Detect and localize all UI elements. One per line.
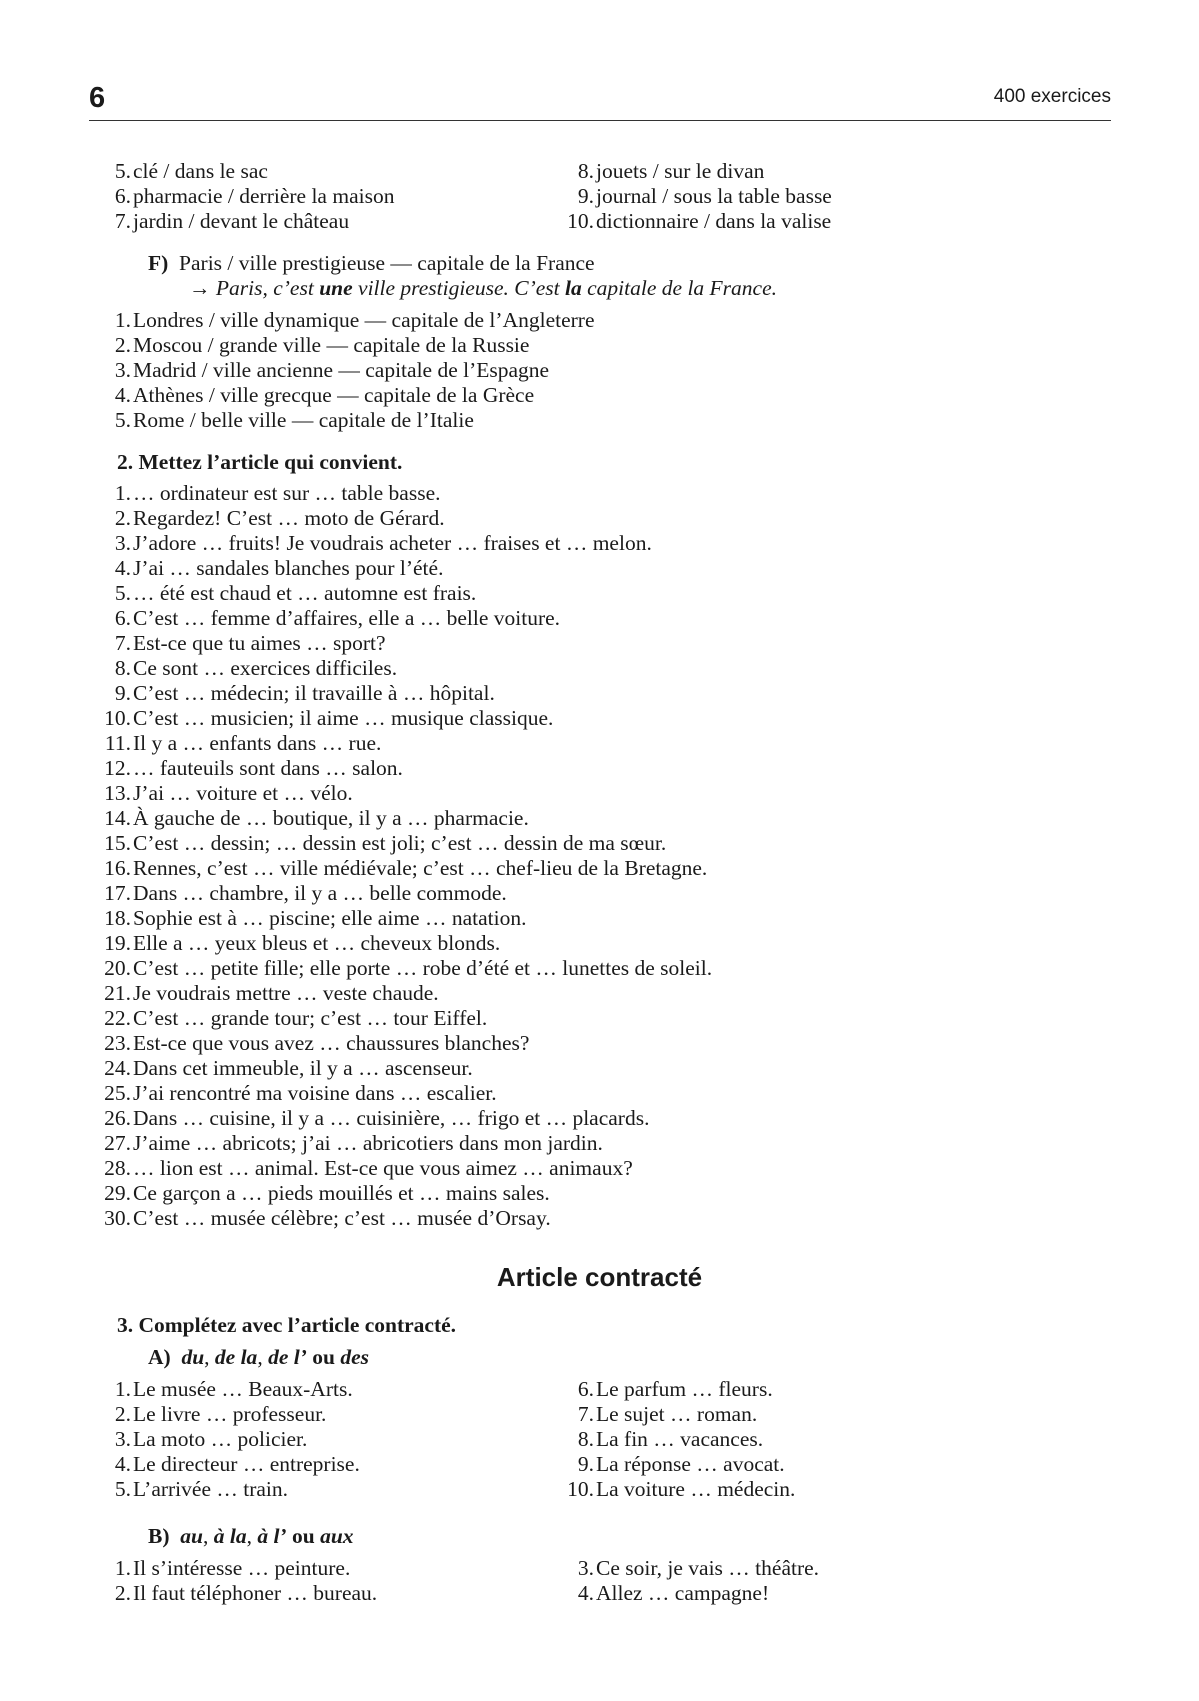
list-item: 18.Sophie est à … piscine; elle aime … natation. — [104, 906, 527, 930]
list-item: 27.J’aime … abricots; j’ai … abricotiers dans mon jardin. — [104, 1131, 603, 1155]
list-e-left — [89, 159, 394, 234]
part-f-answer: → Paris, c’est une ville prestigieuse. C’est la capitale de la France. — [189, 276, 777, 300]
list-item: 11.Il y a … enfants dans … rue. — [104, 731, 382, 755]
list-item: 10.dictionnaire / dans la valise — [567, 209, 832, 233]
list-item: 7.Est-ce que tu aimes … sport? — [114, 631, 386, 655]
list-item: 29.Ce garçon a … pieds mouillés et … mains sales. — [104, 1181, 550, 1205]
list-item: 1.Le musée … Beaux-Arts. — [114, 1377, 353, 1401]
list-item: 6.C’est … femme d’affaires, elle a … belle voiture. — [114, 606, 561, 630]
part-f-list — [89, 308, 594, 433]
list-item: 6.Le parfum … fleurs. — [577, 1377, 773, 1401]
header-rule — [89, 120, 1111, 121]
list-item: 19.Elle a … yeux bleus et … cheveux blonds. — [104, 931, 501, 955]
list-item: 15.C’est … dessin; … dessin est joli; c’est … dessin de ma sœur. — [104, 831, 667, 855]
list-item: 22.C’est … grande tour; c’est … tour Eiffel. — [104, 1006, 488, 1030]
list-item: 7.Le sujet … roman. — [577, 1402, 758, 1426]
list-item: 30.C’est … musée célèbre; c’est … musée d’Orsay. — [104, 1206, 551, 1230]
part-b-left — [89, 1556, 377, 1606]
exercise-3-title: 3. Complétez avec l’article contracté. — [117, 1313, 457, 1337]
list-item: 2.Moscou / grande ville — capitale de la Russie — [114, 333, 530, 357]
list-item: 28.… lion est … animal. Est-ce que vous aimez … animaux? — [104, 1156, 633, 1180]
list-item: 3.Madrid / ville ancienne — capitale de l’Espagne — [114, 358, 550, 382]
list-item: 9.La réponse … avocat. — [577, 1452, 785, 1476]
list-item: 10.La voiture … médecin. — [567, 1477, 796, 1501]
list-item: 5.L’arrivée … train. — [114, 1477, 289, 1501]
list-item: 23.Est-ce que vous avez … chaussures blanches? — [104, 1031, 530, 1055]
list-item: 24.Dans cet immeuble, il y a … ascenseur. — [104, 1056, 473, 1080]
part-b-header: B) au, à la, à l’ ou aux — [148, 1524, 354, 1548]
list-item: 4.Allez … campagne! — [577, 1581, 770, 1605]
exercise-2-list — [89, 481, 712, 1231]
list-item: 21.Je voudrais mettre … veste chaude. — [104, 981, 439, 1005]
list-item: 26.Dans … cuisine, il y a … cuisinière, … frigo et … placards. — [104, 1106, 650, 1130]
list-item: 3.La moto … policier. — [114, 1427, 308, 1451]
list-e-right — [552, 159, 832, 234]
list-item: 5.clé / dans le sac — [114, 159, 268, 183]
list-item: 16.Rennes, c’est … ville médiévale; c’est … chef-lieu de la Bretagne. — [104, 856, 708, 880]
list-item: 8.jouets / sur le divan — [577, 159, 765, 183]
list-item: 3.Ce soir, je vais … théâtre. — [577, 1556, 820, 1580]
list-item: 1.Londres / ville dynamique — capitale de l’Angleterre — [114, 308, 595, 332]
part-b-right — [552, 1556, 819, 1606]
part-f-label: F) — [148, 251, 169, 275]
list-item: 4.Le directeur … entreprise. — [114, 1452, 360, 1476]
list-item: 14.À gauche de … boutique, il y a … pharmacie. — [104, 806, 529, 830]
list-item: 1.… ordinateur est sur … table basse. — [114, 481, 441, 505]
list-item: 4.J’ai … sandales blanches pour l’été. — [114, 556, 444, 580]
book-title: 400 exercices — [993, 86, 1111, 107]
list-item: 2.Le livre … professeur. — [114, 1402, 327, 1426]
list-item: 2.Il faut téléphoner … bureau. — [114, 1581, 378, 1605]
list-item: 3.J’adore … fruits! Je voudrais acheter … fraises et … melon. — [114, 531, 652, 555]
list-item: 20.C’est … petite fille; elle porte … robe d’été et … lunettes de soleil. — [104, 956, 713, 980]
list-item: 2.Regardez! C’est … moto de Gérard. — [114, 506, 445, 530]
list-item: 1.Il s’intéresse … peinture. — [114, 1556, 351, 1580]
part-b-label: B) — [148, 1524, 170, 1548]
list-item: 25.J’ai rencontré ma voisine dans … escalier. — [104, 1081, 497, 1105]
exercise-2-title: 2. Mettez l’article qui convient. — [117, 450, 403, 474]
list-item: 8.La fin … vacances. — [577, 1427, 764, 1451]
list-item: 6.pharmacie / derrière la maison — [114, 184, 395, 208]
list-item: 4.Athènes / ville grecque — capitale de la Grèce — [114, 383, 535, 407]
list-item: 5.… été est chaud et … automne est frais. — [114, 581, 477, 605]
page-number: 6 — [89, 82, 106, 114]
list-item: 10.C’est … musicien; il aime … musique classique. — [104, 706, 554, 730]
list-item: 17.Dans … chambre, il y a … belle commode. — [104, 881, 507, 905]
part-f-model — [148, 251, 777, 301]
part-a-label: A) — [148, 1345, 171, 1369]
section-title: Article contracté — [496, 1262, 703, 1292]
list-item: 13.J’ai … voiture et … vélo. — [104, 781, 353, 805]
list-item: 8.Ce sont … exercices difficiles. — [114, 656, 398, 680]
part-a-header: A) du, de la, de l’ ou des — [148, 1345, 370, 1369]
part-a-right — [552, 1377, 795, 1502]
list-item: 12.… fauteuils sont dans … salon. — [104, 756, 403, 780]
list-item: 9.journal / sous la table basse — [577, 184, 832, 208]
part-a-left — [89, 1377, 360, 1502]
list-item: 5.Rome / belle ville — capitale de l’Italie — [114, 408, 474, 432]
part-f-model-text: Paris / ville prestigieuse — capitale de la France — [179, 251, 595, 275]
list-item: 9.C’est … médecin; il travaille à … hôpital. — [114, 681, 495, 705]
list-item: 7.jardin / devant le château — [114, 209, 350, 233]
